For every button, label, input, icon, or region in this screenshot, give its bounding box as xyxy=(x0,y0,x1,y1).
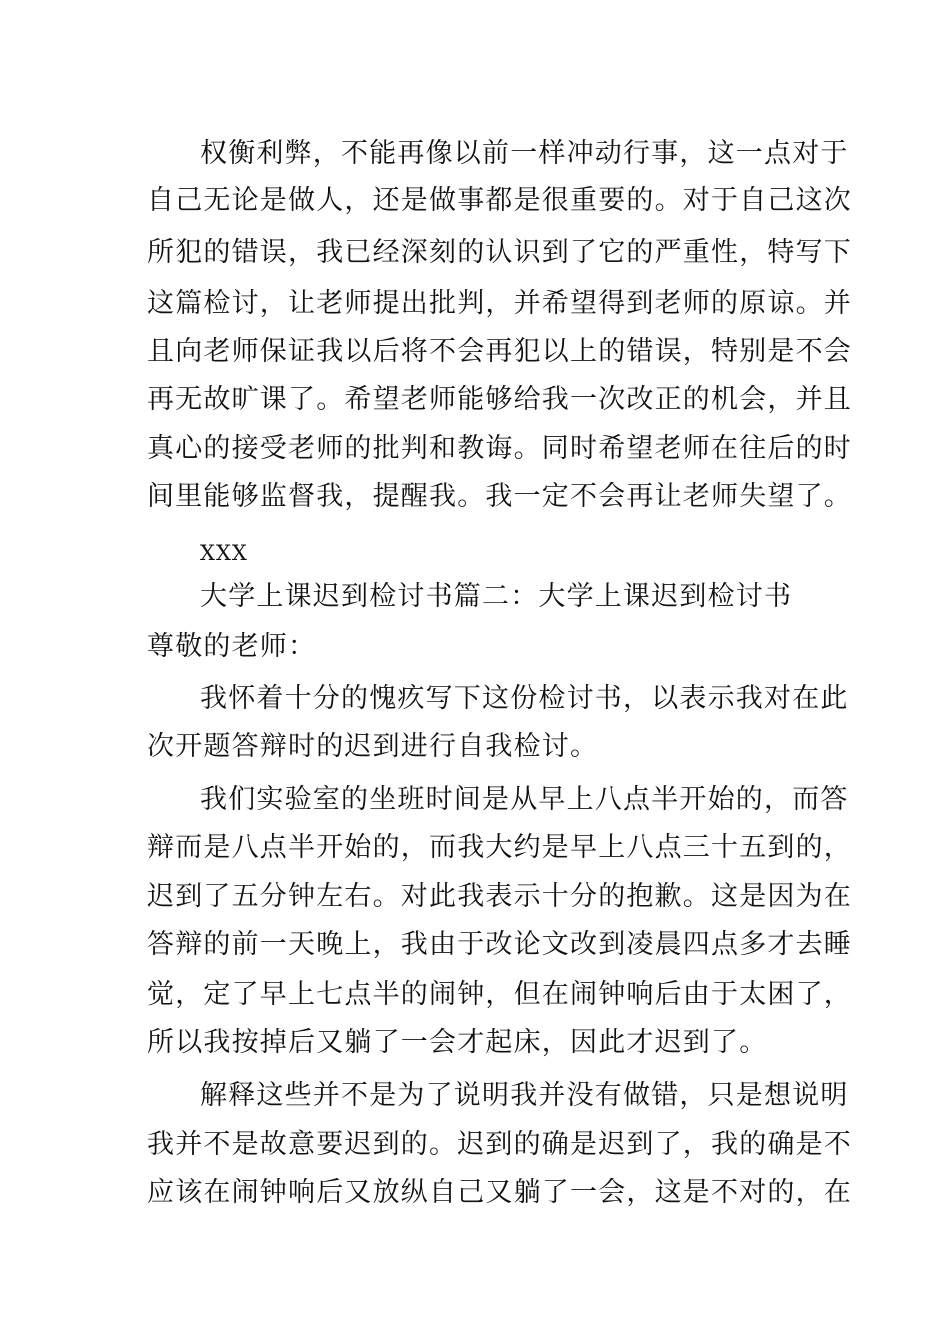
paragraph-line: 我并不是故意要迟到的。迟到的确是迟到了，我的确是不 xyxy=(147,1129,852,1160)
section-heading: 大学上课迟到检讨书篇二：大学上课迟到检讨书 xyxy=(200,581,793,612)
paragraph-line: 真心的接受老师的批判和教诲。同时希望老师在往后的时 xyxy=(147,433,852,464)
paragraph-line: 我们实验室的坐班时间是从早上八点半开始的，而答 xyxy=(200,784,849,815)
paragraph-line: 再无故旷课了。希望老师能够给我一次改正的机会，并且 xyxy=(147,384,852,415)
paragraph-line: 次开题答辩时的迟到进行自我检讨。 xyxy=(147,731,599,762)
paragraph-line: 所犯的错误，我已经深刻的认识到了它的严重性，特写下 xyxy=(147,237,852,268)
salutation-line: 尊敬的老师： xyxy=(147,631,317,662)
paragraph-line: 自己无论是做人，还是做事都是很重要的。对于自己这次 xyxy=(147,185,852,216)
paragraph-line: 答辩的前一天晚上，我由于改论文改到凌晨四点多才去睡 xyxy=(147,929,852,960)
paragraph-line: 解释这些并不是为了说明我并没有做错，只是想说明 xyxy=(200,1080,849,1111)
paragraph-line: 且向老师保证我以后将不会再犯以上的错误，特别是不会 xyxy=(147,336,852,367)
signature-line: XXX xyxy=(200,541,248,565)
paragraph-line: 所以我按掉后又躺了一会才起床，因此才迟到了。 xyxy=(147,1027,768,1058)
paragraph-line: 权衡利弊，不能再像以前一样冲动行事，这一点对于 xyxy=(200,138,849,169)
paragraph-line: 间里能够监督我，提醒我。我一定不会再让老师失望了。 xyxy=(147,481,852,512)
paragraph-line: 应该在闹钟响后又放纵自己又躺了一会，这是不对的，在 xyxy=(147,1177,852,1208)
paragraph-line: 这篇检讨，让老师提出批判，并希望得到老师的原谅。并 xyxy=(147,288,852,319)
paragraph-line: 觉，定了早上七点半的闹钟，但在闹钟响后由于太困了， xyxy=(147,979,852,1010)
paragraph-line: 辩而是八点半开始的，而我大约是早上八点三十五到的， xyxy=(147,832,852,863)
paragraph-line: 我怀着十分的愧疚写下这份检讨书，以表示我对在此 xyxy=(200,683,849,714)
paragraph-line: 迟到了五分钟左右。对此我表示十分的抱歉。这是因为在 xyxy=(147,881,852,912)
